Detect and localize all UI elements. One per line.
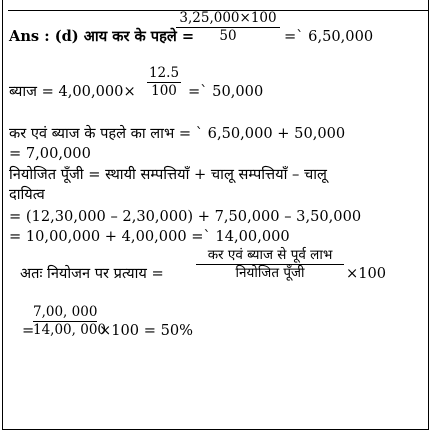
capital-calc-line: = (12,30,000 – 2,30,000) + 7,50,000 – 3,50,000 <box>9 208 362 225</box>
capital-employed-line: नियोजित पूँजी = स्थायी सम्पत्तियाँ + चालू सम्पत्तियाँ – चालू <box>9 166 327 183</box>
fraction-denominator: 100 <box>151 83 177 99</box>
return-formula-multiplier: ×100 <box>346 265 387 282</box>
interest-result: =` 50,000 <box>188 83 264 100</box>
final-equals: = <box>22 322 35 339</box>
final-result: ×100 = 50% <box>99 322 194 339</box>
profit-total-line: = 7,00,000 <box>9 145 91 162</box>
fraction-denominator: नियोजित पूँजी <box>235 265 305 281</box>
answer-prefix: Ans : (d) आय कर के पहले = <box>9 28 195 45</box>
fraction-final <box>33 304 106 338</box>
fraction-denominator: 50 <box>219 28 237 44</box>
before-tax-result: =` 6,50,000 <box>284 28 374 45</box>
return-on-capital-prefix: अतः नियोजन पर प्रत्याय = <box>20 265 164 282</box>
fraction-interest <box>147 66 181 99</box>
fraction-before-tax <box>176 11 280 44</box>
fraction-return-formula <box>196 248 344 281</box>
capital-employed-line-cont: दायित्व <box>9 186 45 203</box>
fraction-numerator: 3,25,000×100 <box>179 10 277 26</box>
profit-before-tax-line: कर एवं ब्याज के पहले का लाभ = ` 6,50,000 + 50,000 <box>9 125 346 142</box>
fraction-denominator: 14,00, 000 <box>33 322 106 338</box>
fraction-numerator: 12.5 <box>148 65 180 81</box>
capital-total-line: = 10,00,000 + 4,00,000 =` 14,00,000 <box>9 228 290 245</box>
fraction-numerator: कर एवं ब्याज से पूर्व लाभ <box>207 247 333 263</box>
fraction-numerator: 7,00, 000 <box>33 304 98 320</box>
interest-prefix: ब्याज = 4,00,000× <box>9 83 136 100</box>
